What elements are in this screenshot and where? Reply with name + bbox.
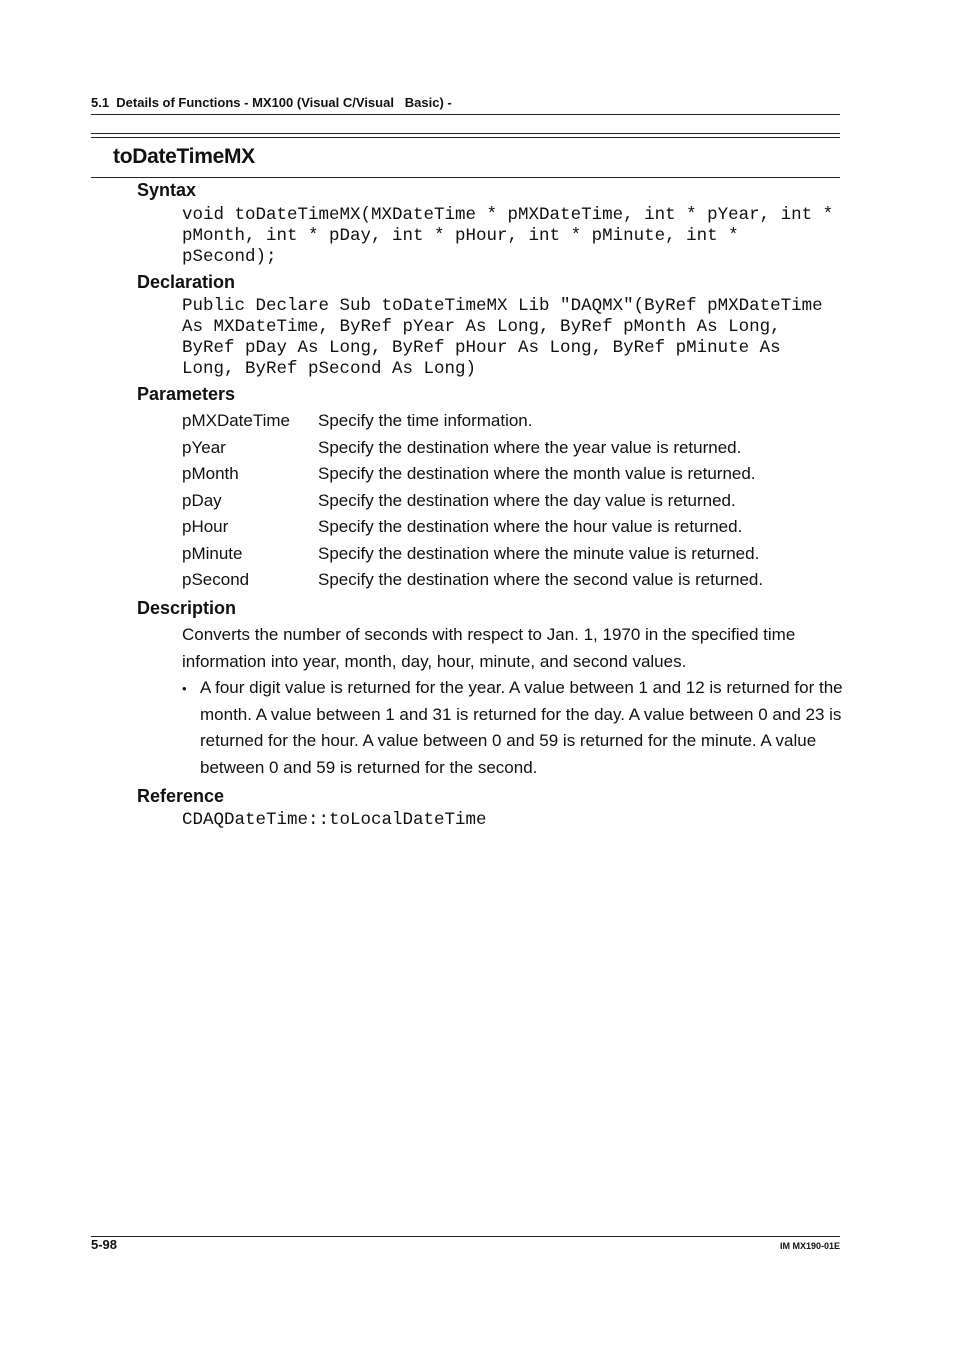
syntax-code-block — [182, 205, 833, 268]
function-title: toDateTimeMX — [113, 145, 255, 168]
title-rule-top-1 — [91, 133, 840, 134]
declaration-line: ByRef pDay As Long, ByRef pHour As Long, ByRef pMinute As — [182, 338, 781, 358]
parameter-name: pSecond — [182, 570, 250, 589]
syntax-heading: Syntax — [137, 180, 197, 200]
header-rule — [91, 114, 840, 115]
title-rule-bottom — [91, 177, 840, 178]
document-id: IM MX190-01E — [779, 1241, 840, 1251]
parameter-name: pMXDateTime — [182, 411, 291, 430]
parameter-name: pYear — [182, 438, 226, 457]
parameter-description: Specify the destination where the second value is returned. — [318, 570, 764, 589]
bullet-icon: • — [182, 681, 187, 696]
parameter-description: Specify the destination where the hour value is returned. — [318, 517, 743, 536]
parameter-description: Specify the destination where the minute value is returned. — [318, 544, 760, 563]
parameter-name: pHour — [182, 517, 229, 536]
description-heading: Description — [137, 598, 237, 618]
running-header: 5.1 Details of Functions - MX100 (Visual C/Visual Basic) - — [91, 95, 452, 110]
declaration-line: Public Declare Sub toDateTimeMX Lib "DAQMX"(ByRef pMXDateTime — [182, 296, 823, 316]
syntax-line: void toDateTimeMX(MXDateTime * pMXDateTime, int * pYear, int * — [182, 205, 834, 225]
page-number: 5-98 — [91, 1237, 118, 1252]
description-text: Converts the number of seconds with respect to Jan. 1, 1970 in the specified time information into year, month, day, hour, minute, and second values. — [182, 625, 796, 671]
reference-heading: Reference — [137, 786, 225, 806]
parameter-description: Specify the destination where the day value is returned. — [318, 491, 736, 510]
declaration-code-block — [182, 296, 823, 380]
parameter-name: pMinute — [182, 544, 243, 563]
parameter-name: pMonth — [182, 464, 239, 483]
description-bullet: A four digit value is returned for the year. A value between 1 and 12 is returned for the month. A value between 1 and 31 is returned for the day. A value between 0 and 23 is returned for the hour. A value between 0 and 59 is returned for the minute. A value between 0 and 59 is returned for the second. — [200, 678, 843, 777]
syntax-line: pSecond); — [182, 247, 277, 267]
parameter-name: pDay — [182, 491, 222, 510]
parameter-description: Specify the destination where the year value is returned. — [318, 438, 742, 457]
parameter-description: Specify the destination where the month value is returned. — [318, 464, 756, 483]
declaration-line: As MXDateTime, ByRef pYear As Long, ByRef pMonth As Long, — [182, 317, 781, 337]
declaration-heading: Declaration — [137, 272, 236, 292]
reference-text: CDAQDateTime::toLocalDateTime — [182, 810, 487, 830]
parameters-heading: Parameters — [137, 384, 236, 404]
declaration-line: Long, ByRef pSecond As Long) — [182, 359, 477, 379]
footer-rule — [91, 1236, 840, 1237]
parameter-description: Specify the time information. — [318, 411, 533, 430]
title-rule-top-2 — [91, 137, 840, 138]
syntax-line: pMonth, int * pDay, int * pHour, int * pMinute, int * — [182, 226, 739, 246]
